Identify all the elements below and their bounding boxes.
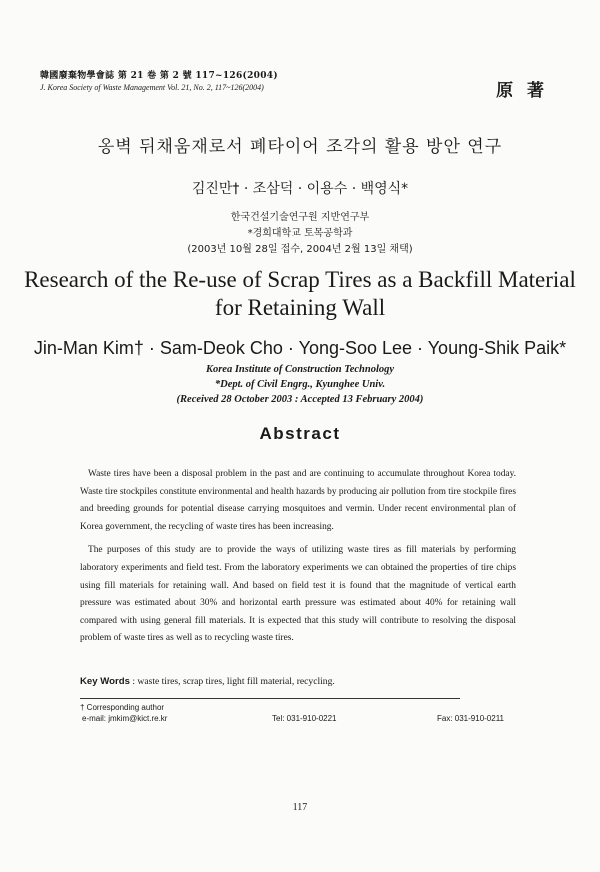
received-date-korean: (2003년 10월 28일 접수, 2004년 2월 13일 채택)	[187, 244, 413, 255]
paper-title-english-line-2: for Retaining Wall	[214, 295, 386, 320]
article-type-label: 原 著	[496, 81, 548, 101]
page-number: 117	[292, 802, 308, 813]
corresponding-author-note: † Corresponding author	[80, 703, 165, 712]
author-email: e-mail: jmkim@kict.re.kr	[82, 714, 168, 723]
keywords-text: : waste tires, scrap tires, light fill material, recycling.	[129, 676, 335, 687]
paper-title-korean: 옹벽 뒤채움재로서 폐타이어 조각의 활용 방안 연구	[97, 137, 503, 157]
authors-korean: 김진만† · 조삼덕 · 이용수 · 백영식*	[191, 181, 409, 197]
paper-title-english	[0, 266, 600, 322]
affiliation-korean-2: *경희대학교 토목공학과	[247, 228, 353, 239]
authors-english: Jin-Man Kim† · Sam-Deok Cho · Yong-Soo Lee · Young-Shik Paik*	[33, 338, 567, 358]
abstract-paragraph-2: The purposes of this study are to provide the ways of utilizing waste tires as fill materials by performing laboratory experiments and field test. From the laboratory experiments we can obtained the properties of tire chips using fill materials for retaining wall. And based on field test it is found that the magnitude of vertical earth pressure was estimated about 30% and horizontal earth pressure was estimated about 40% for retaining wall compared with using general fill materials. It is expected that this study will contribute to resolving the disposal problem of waste tires as well as to recycling waste tires.	[80, 545, 516, 644]
author-fax: Fax: 031-910-0211	[437, 714, 505, 723]
keywords-label: Key Words	[80, 676, 130, 687]
abstract-paragraph-1: Waste tires have been a disposal problem in the past and are continuing to accumulate throughout Korea today. Waste tire stockpiles constitute environmental and health hazards by producing air pollution from tire stockpile fires and breeding grounds for potential disease carrying mosquitoes and vermin. Under recent environmental plan of Korea government, the recycling of waste tires has been increasing.	[80, 469, 516, 532]
received-date-english: (Received 28 October 2003 : Accepted 13 February 2004)	[176, 394, 424, 405]
abstract-heading: Abstract	[259, 424, 341, 443]
paper-title-english-line-1: Research of the Re-use of Scrap Tires as a Backfill Material	[24, 267, 576, 292]
journal-title-korean: 韓國廢棄物學會誌 第 21 卷 第 2 號 117~126(2004)	[40, 71, 278, 81]
affiliation-english-1: Korea Institute of Construction Technology	[205, 364, 395, 375]
affiliation-korean-1: 한국건설기술연구원 지반연구부	[230, 212, 370, 223]
author-phone: Tel: 031-910-0221	[272, 714, 337, 723]
keywords	[80, 676, 335, 687]
affiliation-english-2: *Dept. of Civil Engrg., Kyunghee Univ.	[214, 379, 386, 390]
abstract-body	[80, 466, 516, 648]
journal-title-english: J. Korea Society of Waste Management Vol. 21, No. 2, 117~126(2004)	[40, 83, 264, 92]
footnote-divider	[80, 698, 460, 699]
